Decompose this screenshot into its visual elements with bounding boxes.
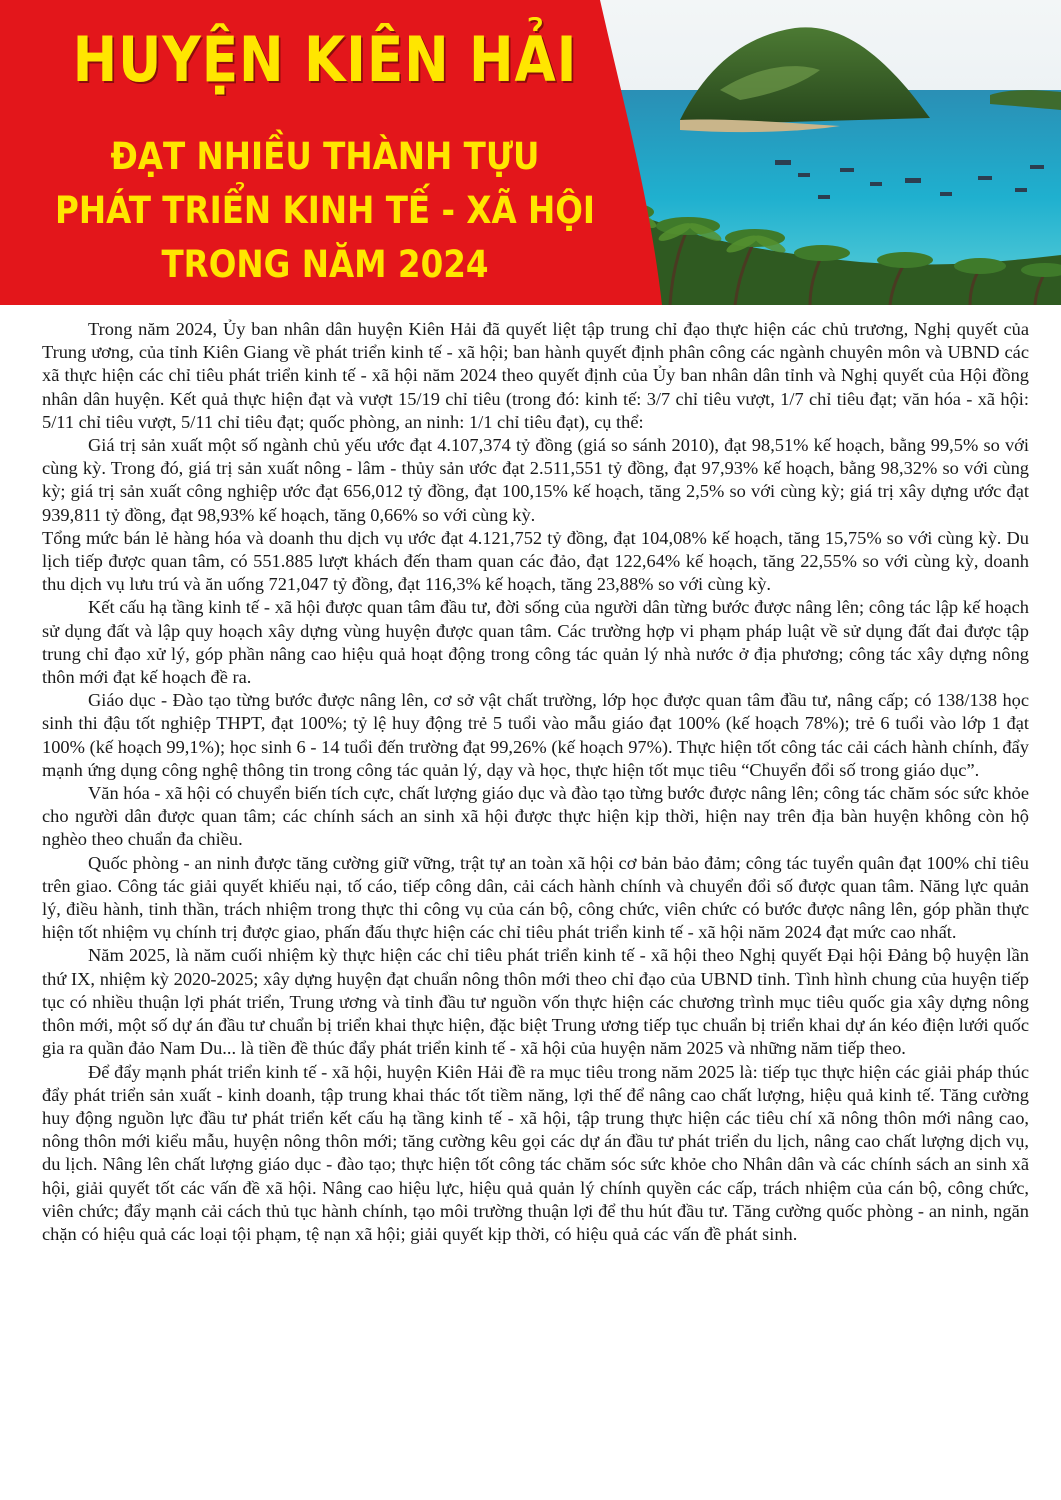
article-body xyxy=(42,318,1029,1246)
paragraph-defense-security: Quốc phòng - an ninh được tăng cường giữ vững, trật tự an toàn xã hội cơ bản bảo đảm; công tác tuyển quân đạt 100% chỉ tiêu trên giao. Công tác giải quyết khiếu nại, tố cáo, tiếp công dân, cải cách hành chính và chuyển đổi số được quan tâm. Năng lực quản lý, điều hành, tinh thần, trách nhiệm trong thực thi công vụ của cán bộ, công chức, viên chức có bước được nâng lên, góp phần thực hiện tốt nhiệm vụ chính trị được giao, phấn đấu thực hiện các chỉ tiêu phát triển kinh tế - xã hội năm 2024 đạt mức cao nhất. xyxy=(42,852,1029,943)
paragraph-production-value: Giá trị sản xuất một số ngành chủ yếu ước đạt 4.107,374 tỷ đồng (giá so sánh 2010), đạt 98,51% kế hoạch, bằng 99,5% so với cùng kỳ. Trong đó, giá trị sản xuất nông - lâm - thủy sản ước đạt 2.511,551 tỷ đồng, đạt 97,93% kế hoạch, bằng 98,32% so với cùng kỳ; giá trị sản xuất công nghiệp ước đạt 656,012 tỷ đồng, đạt 100,15% kế hoạch, tăng 2,5% so với cùng kỳ; giá trị xây dựng ước đạt 939,811 tỷ đồng, đạt 98,93% kế hoạch, tăng 0,66% so với cùng kỳ. xyxy=(42,435,1029,525)
page-title: HUYỆN KIÊN HẢI xyxy=(72,23,578,96)
paragraph-retail-tourism: Tổng mức bán lẻ hàng hóa và doanh thu dịch vụ ước đạt 4.121,752 tỷ đồng, đạt 104,08% kế hoạch, tăng 15,75% so với cùng kỳ. Du lịch tiếp được quan tâm, có 551.885 lượt khách đến tham quan các đảo, đạt 122,64% kế hoạch, tăng 22,55% so với cùng kỳ, doanh thu dịch vụ lưu trú và ăn uống 721,047 tỷ đồng, đạt 116,3% kế hoạch, tăng 23,88% so với cùng kỳ. xyxy=(42,527,1029,595)
page-subtitle xyxy=(52,130,598,292)
header-banner xyxy=(0,0,1061,305)
subtitle-line-1: ĐẠT NHIỀU THÀNH TỰU xyxy=(110,135,540,178)
paragraph-2025-outlook: Năm 2025, là năm cuối nhiệm kỳ thực hiện các chỉ tiêu phát triển kinh tế - xã hội theo Nghị quyết Đại hội Đảng bộ huyện lần thứ IX, nhiệm kỳ 2020-2025; xây dựng huyện đạt chuẩn nông thôn mới theo chỉ đạo của UBND tỉnh. Tình hình chung của huyện tiếp tục có nhiều thuận lợi phát triển, Trung ương và tỉnh đầu tư nguồn vốn thực hiện các chương trình mục tiêu quốc gia xây dựng nông thôn mới, một số dự án đầu tư chuẩn bị triển khai thực hiện, đặc biệt Trung ương tiếp tục chuẩn bị triển khai dự án kéo điện lưới quốc gia ra quần đảo Nam Du... là tiền đề thúc đẩy phát triển kinh tế - xã hội của huyện năm 2025 và những năm tiếp theo. xyxy=(42,945,1029,1059)
paragraph-intro: Trong năm 2024, Ủy ban nhân dân huyện Kiên Hải đã quyết liệt tập trung chỉ đạo thực hiện các chủ trương, Nghị quyết của Trung ương, của tỉnh Kiên Giang về phát triển kinh tế - xã hội; ban hành quyết định phân công các ngành chuyên môn và UBND các xã thực hiện các chỉ tiêu phát triển kinh tế - xã hội năm 2024 theo quyết định của Ủy ban nhân dân tỉnh và Nghị quyết của Hội đồng nhân dân huyện. Kết quả thực hiện đạt và vượt 15/19 chỉ tiêu (trong đó: kinh tế: 3/7 chỉ tiêu vượt, 1/7 chỉ tiêu đạt; văn hóa - xã hội: 5/11 chỉ tiêu vượt, 5/11 chỉ tiêu đạt; quốc phòng, an ninh: 1/1 chỉ tiêu đạt), cụ thể: xyxy=(42,319,1029,432)
subtitle-line-3: TRONG NĂM 2024 xyxy=(161,243,489,286)
paragraph-education: Giáo dục - Đào tạo từng bước được nâng lên, cơ sở vật chất trường, lớp học được quan tâm đầu tư, nâng cấp; có 138/138 học sinh thi đậu tốt nghiệp THPT, đạt 100%; tỷ lệ huy động trẻ 5 tuổi vào mẫu giáo đạt 100% (kế hoạch 78%); trẻ 6 tuổi vào lớp 1 đạt 100% (kế hoạch 99,1%); học sinh 6 - 14 tuổi đến trường đạt 99,26% (kế hoạch 97%). Thực hiện tốt công tác cải cách hành chính, đẩy mạnh ứng dụng công nghệ thông tin trong công tác quản lý, dạy và học, thực hiện tốt mục tiêu “Chuyển đổi số trong giáo dục”. xyxy=(42,690,1029,780)
paragraph-culture-society: Văn hóa - xã hội có chuyển biến tích cực, chất lượng giáo dục và đào tạo từng bước được nâng lên; công tác chăm sóc sức khỏe cho người dân được quan tâm; các chính sách an sinh xã hội được thực hiện kịp thời, hiện nay trên địa bàn huyện không còn hộ nghèo theo chuẩn đa chiều. xyxy=(42,783,1029,850)
paragraph-infrastructure: Kết cấu hạ tầng kinh tế - xã hội được quan tâm đầu tư, đời sống của người dân từng bước được nâng lên; công tác lập kế hoạch sử dụng đất và lập quy hoạch xây dựng vùng huyện được quan tâm. Các trường hợp vi phạm pháp luật về sử dụng đất đai được tập trung chỉ đạo xử lý, góp phần nâng cao hiệu quả hoạt động trong công tác quản lý nhà nước ở địa phương; công tác xây dựng nông thôn mới đạt kế hoạch đề ra. xyxy=(42,597,1029,688)
paragraph-2025-goals: Để đẩy mạnh phát triển kinh tế - xã hội, huyện Kiên Hải đề ra mục tiêu trong năm 2025 là: tiếp tục thực hiện các giải pháp thúc đẩy phát triển sản xuất - kinh doanh, tập trung khai thác tốt tiềm năng, lợi thế để nâng cao chất lượng, hiệu quả kinh tế. Tăng cường huy động nguồn lực đầu tư phát triển kết cấu hạ tầng kinh tế - xã hội, tập trung thực hiện các tiêu chí xã nông thôn mới nâng cao, nông thôn mới kiểu mẫu, huyện nông thôn mới; tăng cường kêu gọi các dự án đầu tư phát triển du lịch, nâng cao chất lượng dịch vụ, du lịch. Nâng lên chất lượng giáo dục - đào tạo; thực hiện tốt công tác chăm sóc sức khỏe cho Nhân dân và các chính sách an sinh xã hội, giải quyết tốt các vấn đề xã hội. Nâng cao hiệu lực, hiệu quả quản lý chính quyền các cấp, trách nhiệm của cán bộ, công chức, viên chức; đẩy mạnh cải cách thủ tục hành chính, tạo môi trường thuận lợi để thu hút đầu tư. Tăng cường quốc phòng - an ninh, ngăn chặn có hiệu quả các loại tội phạm, tệ nạn xã hội; giải quyết kịp thời, có hiệu quả các vấn đề phát sinh. xyxy=(42,1061,1029,1244)
subtitle-line-2: PHÁT TRIỂN KINH TẾ - XÃ HỘI xyxy=(54,189,596,232)
